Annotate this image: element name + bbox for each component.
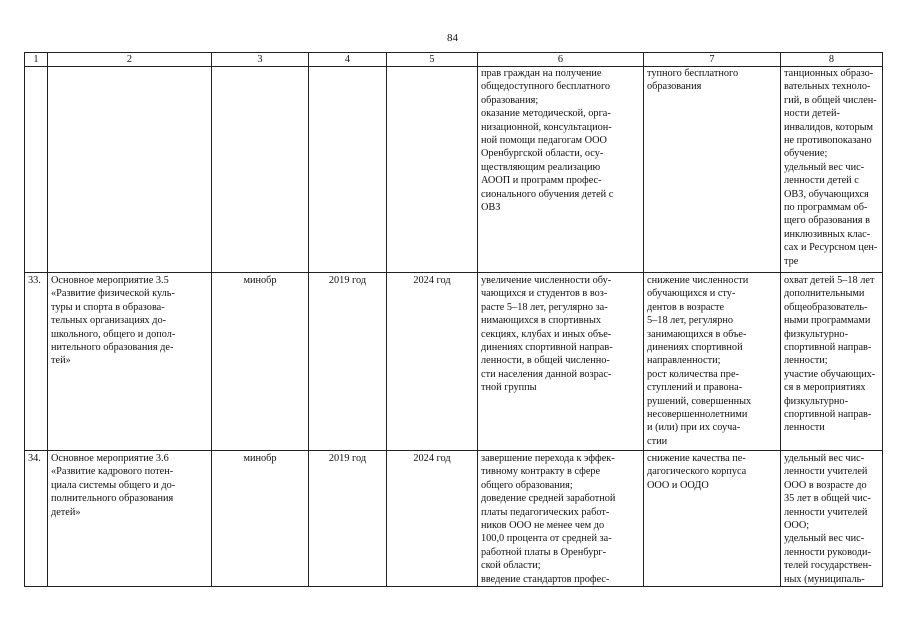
row-number: [25, 67, 48, 273]
table-row: [25, 451, 883, 587]
end-year: [387, 67, 478, 273]
executor: [212, 67, 309, 273]
table-row: [25, 67, 883, 273]
column-header-5: 5: [387, 53, 478, 67]
column-header-2: 2: [48, 53, 212, 67]
start-year: [309, 67, 387, 273]
expected-result: прав граждан на получение общедоступного бесплатного образования; оказание методической, орга- низационной, консультацион- ной помощи педагогам ООО Оренбургской области, осу- ществляющим реализацию АООП и программ профес- сионального обучения детей с ОВЗ: [478, 67, 644, 273]
start-year: 2019 год: [309, 451, 387, 587]
activity-name: Основное мероприятие 3.5 «Развитие физической куль- туры и спорта в образова- тельных организациях до- школьного, общего и допол- нительного образования де- тей»: [48, 273, 212, 451]
column-header-6: 6: [478, 53, 644, 67]
row-number: 33.: [25, 273, 48, 451]
expected-result: увеличение численности обу- чающихся и студентов в воз- расте 5–18 лет, регулярно за- нимающихся в спортивных секциях, клубах и иных объе- динениях спортивной направ- ленности, в общей численно- сти населения данной возрас- тной группы: [478, 273, 644, 451]
page-number: 84: [447, 32, 458, 44]
header-row: [25, 53, 883, 67]
table-row: [25, 273, 883, 451]
indicators: танционных образо- вательных техноло- гий, в общей числен- ности детей- инвалидов, которым не противопоказано обучение; удельный вес чис- ленности детей с ОВЗ, обучающихся по программам об- щего образования в инклюзивных клас- сах и Ресурсном цен- тре: [781, 67, 883, 273]
column-header-1: 1: [25, 53, 48, 67]
activity-name: Основное мероприятие 3.6 «Развитие кадрового потен- циала системы общего и до- полнительного образования детей»: [48, 451, 212, 587]
executor: минобр: [212, 273, 309, 451]
end-year: 2024 год: [387, 451, 478, 587]
activity-name: [48, 67, 212, 273]
non-implementation-consequences: тупного бесплатного образования: [644, 67, 781, 273]
executor: минобр: [212, 451, 309, 587]
program-activities-table: [24, 52, 883, 587]
expected-result: завершение перехода к эффек- тивному контракту в сфере общего образования; доведение средней заработной платы педагогических работ- ников ООО не менее чем до 100,0 процента от средней за- работной платы в Оренбург- ской области; введение стандартов профес-: [478, 451, 644, 587]
indicators: охват детей 5–18 лет дополнительными общеобразователь- ными программами физкультурно- спортивной направ- ленности; участие обучающих- ся в мероприятиях физкультурно- спортивной направ- ленности: [781, 273, 883, 451]
column-header-3: 3: [212, 53, 309, 67]
non-implementation-consequences: снижение численности обучающихся и сту- дентов в возрасте 5–18 лет, регулярно занимающихся в объе- динениях спортивной направленности; рост количества пре- ступлений и правона- рушений, совершенных несовершеннолетними и (или) при их соуча- стии: [644, 273, 781, 451]
column-header-7: 7: [644, 53, 781, 67]
non-implementation-consequences: снижение качества пе- дагогического корпуса ООО и ООДО: [644, 451, 781, 587]
column-header-8: 8: [781, 53, 883, 67]
column-header-4: 4: [309, 53, 387, 67]
end-year: 2024 год: [387, 273, 478, 451]
start-year: 2019 год: [309, 273, 387, 451]
indicators: удельный вес чис- ленности учителей ООО в возрасте до 35 лет в общей чис- ленности учителей ООО; удельный вес чис- ленности руководи- телей государствен- ных (муниципаль-: [781, 451, 883, 587]
row-number: 34.: [25, 451, 48, 587]
